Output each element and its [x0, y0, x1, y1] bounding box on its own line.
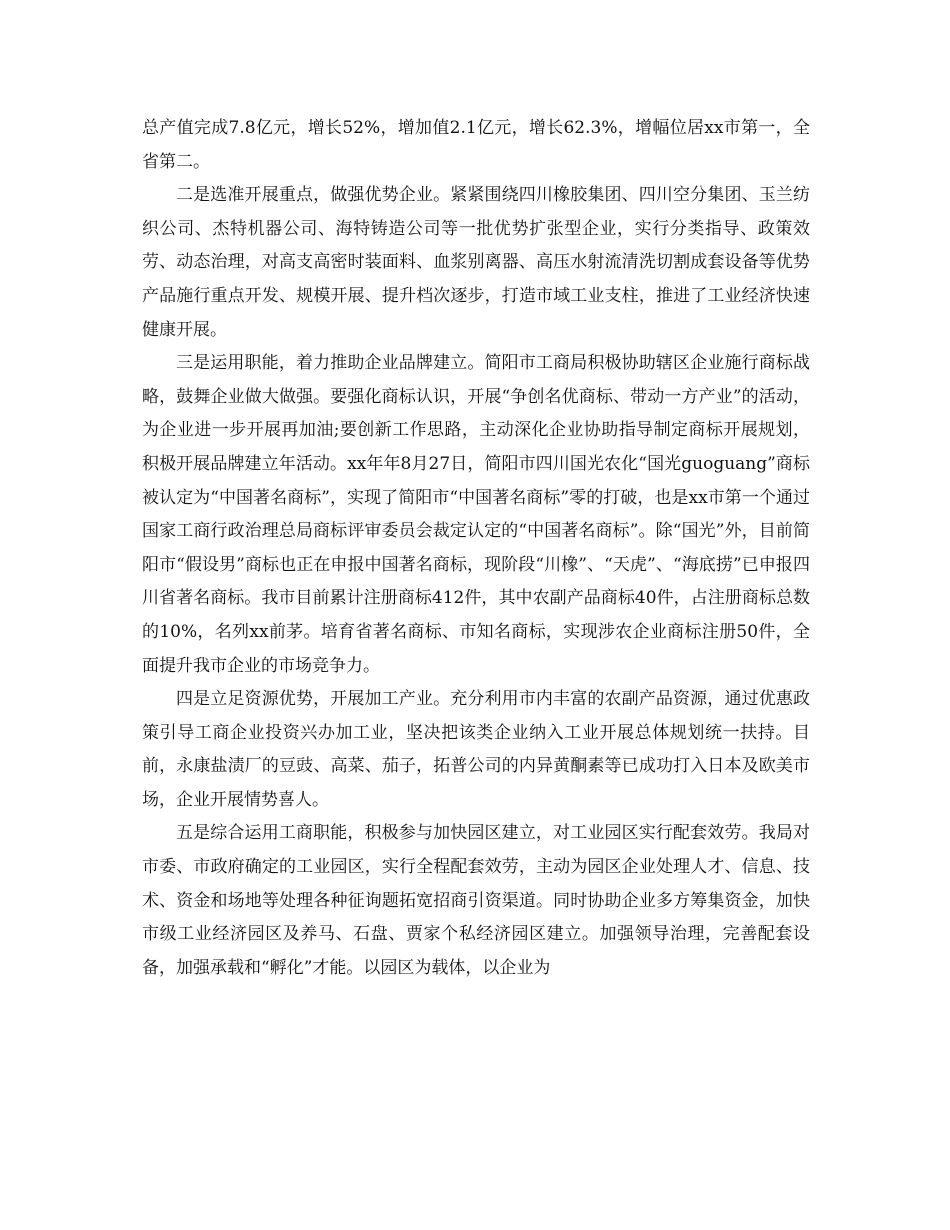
paragraph-2: 二是选准开展重点，做强优势企业。紧紧围绕四川橡胶集团、四川空分集团、玉兰纺织公司、杰特机器公司、海特铸造公司等一批优势扩张型企业，实行分类指导、政策效劳、动态治理，对高支高密时装面料、血浆别离器、高压水射流清洗切割成套设备等优势产品施行重点开发、规模开展、提升档次逐步，打造市域工业支柱，推进了工业经济快速健康开展。 — [142, 185, 810, 340]
paragraph-3: 三是运用职能，着力推助企业品牌建立。简阳市工商局积极协助辖区企业施行商标战略，鼓舞企业做大做强。要强化商标认识，开展“争创名优商标、带动一方产业”的活动，为企业进一步开展再加油;要创新工作思路，主动深化企业协助指导制定商标开展规划，积极开展品牌建立年活动。xx年年8月27日，简阳市四川国光农化“国光guoguang”商标被认定为“中国著名商标”，实现了简阳市“中国著名商标”零的打破，也是xx市第一个通过国家工商行政治理总局商标评审委员会裁定认定的“中国著名商标”。除“国光”外，目前简阳市“假设男”商标也正在申报中国著名商标，现阶段“川橡”、“天虎”、“海底捞”已申报四川省著名商标。我市目前累计注册商标412件，其中农副产品商标40件，占注册商标总数的10%，名列xx前茅。培育省著名商标、市知名商标，实现涉农企业商标注册50件，全面提升我市企业的市场竞争力。 — [142, 353, 810, 676]
body-text — [142, 112, 810, 985]
paragraph-5: 五是综合运用工商职能，积极参与加快园区建立，对工业园区实行配套效劳。我局对市委、市政府确定的工业园区，实行全程配套效劳，主动为园区企业处理人才、信息、技术、资金和场地等处理各种征询题拓宽招商引资渠道。同时协助企业多方筹集资金，加快市级工业经济园区及养马、石盘、贾家个私经济园区建立。加强领导治理，完善配套设备，加强承载和“孵化”才能。以园区为载体，以企业为 — [142, 823, 810, 978]
paragraph-continuation: 总产值完成7.8亿元，增长52%，增加值2.1亿元，增长62.3%，增幅位居xx市第一，全省第二。 — [142, 118, 810, 172]
paragraph-4: 四是立足资源优势，开展加工产业。充分利用市内丰富的农副产品资源，通过优惠政策引导工商企业投资兴办加工业，坚决把该类企业纳入工业开展总体规划统一扶持。目前，永康盐渍厂的豆豉、高菜、茄子，拓普公司的内异黄酮素等已成功打入日本及欧美市场，企业开展情势喜人。 — [142, 689, 810, 810]
